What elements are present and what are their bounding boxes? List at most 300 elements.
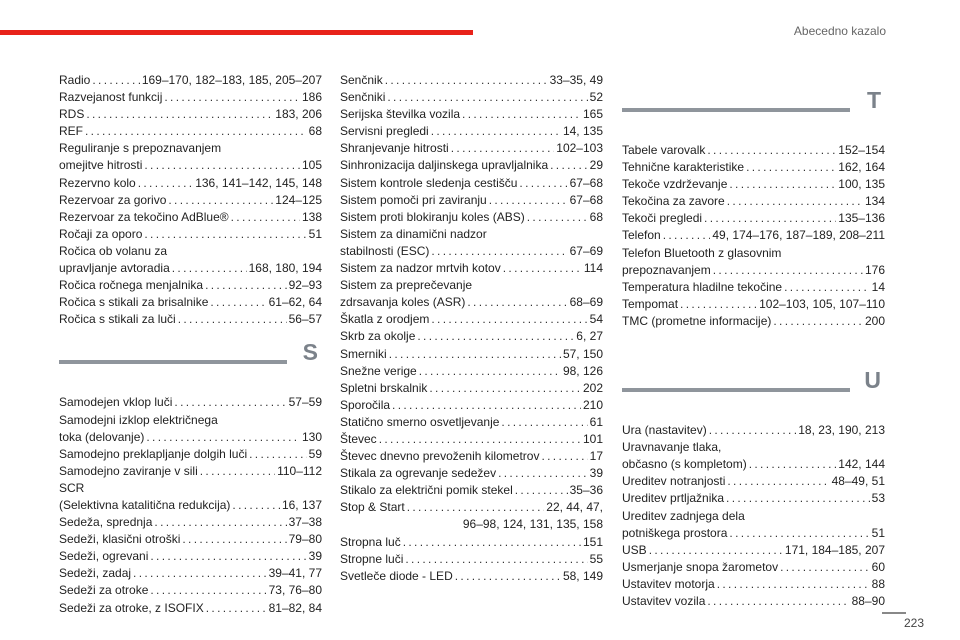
index-entry xyxy=(59,140,322,174)
index-entry-pages: 17 xyxy=(589,449,603,464)
index-entry-term: Rezervoar za tekočino AdBlue® xyxy=(59,209,229,224)
dot-leader xyxy=(385,72,548,89)
index-entry-term: Stropna luč xyxy=(340,534,401,549)
index-entry-row xyxy=(59,394,322,411)
index-entry-row xyxy=(340,311,603,328)
dot-leader xyxy=(431,123,561,140)
dot-leader xyxy=(182,531,286,548)
index-entry-term: Spletni brskalnik xyxy=(340,380,428,395)
dot-leader xyxy=(150,548,306,565)
index-entry-term: Stropne luči xyxy=(340,551,404,566)
index-entry-row xyxy=(340,346,603,363)
index-entry xyxy=(340,192,603,209)
index-entry-term: Ročica s stikali za brisalnike xyxy=(59,295,209,310)
index-entry-term: Sedeži, zadaj xyxy=(59,566,132,581)
index-entry-term: Tekoče vzdrževanje xyxy=(622,177,728,192)
index-entry-term: Škatla z orodjem xyxy=(340,312,430,327)
index-entry-row xyxy=(622,559,885,576)
index-entry-pages: 130 xyxy=(301,429,322,444)
index-entry-pages: 73, 76–80 xyxy=(268,583,322,598)
index-entry-row xyxy=(622,142,885,159)
index-entry-row xyxy=(622,525,885,542)
index-entry-row xyxy=(622,542,885,559)
dot-leader xyxy=(431,311,587,328)
index-entry-row xyxy=(622,159,885,176)
index-entry-row xyxy=(59,123,322,140)
index-entry-row xyxy=(340,260,603,277)
index-entry xyxy=(59,531,322,548)
index-entry-pages: 67–68 xyxy=(569,192,603,207)
index-column-3 xyxy=(622,76,885,610)
index-entry-row xyxy=(59,429,322,446)
dot-leader xyxy=(231,209,300,226)
index-entry-row xyxy=(340,380,603,397)
dot-leader xyxy=(550,157,588,174)
index-entry xyxy=(340,72,603,89)
dot-leader xyxy=(729,176,836,193)
index-entry xyxy=(340,175,603,192)
index-entry-term: stabilnosti (ESC) xyxy=(340,243,430,258)
index-entry-pages: 59 xyxy=(308,446,322,461)
index-entry-pages: 79–80 xyxy=(288,532,322,547)
index-entry-row xyxy=(340,363,603,380)
index-entry xyxy=(59,565,322,582)
index-entry-pages: 14 xyxy=(871,279,885,294)
dot-leader xyxy=(168,192,273,209)
index-entry-pages: 186 xyxy=(301,90,322,105)
index-entry xyxy=(622,176,885,193)
index-entry-heading: SCR xyxy=(59,480,85,495)
dot-leader xyxy=(489,192,568,209)
index-entry xyxy=(340,414,603,431)
dot-leader xyxy=(727,193,863,210)
page-header-title: Abecedno kazalo xyxy=(793,24,886,38)
index-entry-term: Sedeži za otroke, z ISOFIX xyxy=(59,600,204,615)
index-entry-term: Serijska številka vozila xyxy=(340,107,461,122)
index-entry-term: Samodejno zaviranje v sili xyxy=(59,463,198,478)
page-number: 223 xyxy=(903,616,924,630)
index-entry-row xyxy=(622,490,885,507)
index-entry-row xyxy=(59,548,322,565)
index-entry-row xyxy=(59,514,322,531)
dot-leader xyxy=(206,600,267,617)
index-entry-row xyxy=(340,568,603,585)
index-entry-row xyxy=(340,175,603,192)
index-entry-term: Tekoči pregledi xyxy=(622,211,703,226)
section-divider xyxy=(59,360,287,364)
dot-leader xyxy=(403,534,581,551)
index-entry-pages: 68 xyxy=(589,209,603,224)
index-entry xyxy=(59,480,322,514)
index-entry-term: potniškega prostora xyxy=(622,525,728,540)
index-entry-pages: 202 xyxy=(582,380,603,395)
index-entry xyxy=(622,439,885,473)
index-entry-row xyxy=(340,123,603,140)
index-entry xyxy=(340,106,603,123)
dot-leader xyxy=(729,525,869,542)
index-entry xyxy=(59,123,322,140)
dot-leader xyxy=(232,497,280,514)
index-entry-row xyxy=(340,414,603,431)
index-entry-term: Snežne verige xyxy=(340,363,417,378)
index-entry-term: zdrsavanja koles (ASR) xyxy=(340,295,466,310)
index-entry xyxy=(59,72,322,89)
index-entry-term: Ročica s stikali za luči xyxy=(59,312,176,327)
index-entry-pages: 210 xyxy=(582,397,603,412)
index-entry-pages: 96–98, 124, 131, 135, 158 xyxy=(462,517,603,532)
dot-leader xyxy=(249,446,307,463)
dot-leader xyxy=(172,260,247,277)
index-entry-pages: 39 xyxy=(308,549,322,564)
index-entry-pages: 165 xyxy=(582,107,603,122)
dot-leader xyxy=(773,313,863,330)
index-entry-pages: 124–125 xyxy=(275,192,322,207)
index-entry-term: Smerniki xyxy=(340,346,387,361)
dot-leader xyxy=(746,159,836,176)
index-entry xyxy=(59,548,322,565)
dot-leader xyxy=(501,414,587,431)
index-entry-row xyxy=(340,243,603,260)
index-entry xyxy=(340,328,603,345)
section-header-u xyxy=(622,367,885,414)
index-entry-pages: 61–62, 64 xyxy=(268,295,322,310)
dot-leader xyxy=(154,514,286,531)
index-entry-row xyxy=(59,157,322,174)
index-entry-pages: 134 xyxy=(864,194,885,209)
section-letter: U xyxy=(864,367,881,394)
index-entry xyxy=(622,159,885,176)
index-entry xyxy=(622,559,885,576)
index-entry-term: Števec dnevno prevoženih kilometrov xyxy=(340,449,540,464)
index-entry xyxy=(340,380,603,397)
index-entry-pages: 136, 141–142, 145, 148 xyxy=(195,175,322,190)
index-entry-pages: 37–38 xyxy=(288,515,322,530)
dot-leader xyxy=(205,277,287,294)
index-entry-pages: 101 xyxy=(582,431,603,446)
index-entry xyxy=(340,140,603,157)
dot-leader xyxy=(527,209,588,226)
index-entry xyxy=(340,568,603,585)
dot-leader xyxy=(462,106,581,123)
index-entry-term: REF xyxy=(59,124,83,139)
index-entry-row xyxy=(622,176,885,193)
dot-leader xyxy=(515,482,568,499)
index-entry xyxy=(340,311,603,328)
index-entry-pages: 100, 135 xyxy=(838,177,885,192)
dot-leader xyxy=(727,473,829,490)
dot-leader xyxy=(713,262,863,279)
index-entry-row xyxy=(59,226,322,243)
dot-leader xyxy=(392,397,581,414)
index-entry-row xyxy=(59,277,322,294)
index-column-2 xyxy=(340,72,603,585)
index-entry-pages: 52 xyxy=(589,90,603,105)
index-entry-term: Ureditev prtljažnika xyxy=(622,491,725,506)
index-entry-term: Skrb za okolje xyxy=(340,329,416,344)
index-entry-row xyxy=(59,497,322,514)
index-entry-term: Sporočila xyxy=(340,397,391,412)
index-entry-pages: 102–103 xyxy=(556,141,603,156)
index-entry xyxy=(622,279,885,296)
index-entry-term: Sistem kontrole sledenja cestišču xyxy=(340,175,518,190)
index-entry-row xyxy=(59,446,322,463)
index-entry-row xyxy=(622,593,885,610)
dot-leader xyxy=(541,448,587,465)
index-entry-row xyxy=(340,448,603,465)
index-entry-pages: 200 xyxy=(864,313,885,328)
index-entry-pages: 48–49, 51 xyxy=(831,474,885,489)
index-entry-row xyxy=(622,210,885,227)
index-entry-row xyxy=(622,296,885,313)
index-entry xyxy=(59,243,322,277)
dot-leader xyxy=(717,576,870,593)
index-entry-term: Temperatura hladilne tekočine xyxy=(622,279,783,294)
index-entry xyxy=(340,534,603,551)
index-entry-row xyxy=(340,397,603,414)
index-entry xyxy=(622,142,885,159)
index-column-1 xyxy=(59,72,322,617)
index-entry-term: Razvejanost funkcij xyxy=(59,90,163,105)
index-entry-row xyxy=(59,294,322,311)
index-entry-pages: 81–82, 84 xyxy=(268,600,322,615)
index-entry xyxy=(340,89,603,106)
dot-leader xyxy=(379,431,581,448)
index-entry-row xyxy=(340,106,603,123)
index-entry xyxy=(622,576,885,593)
index-entry-row xyxy=(340,431,603,448)
index-entry xyxy=(59,192,322,209)
index-entry-pages: 110–112 xyxy=(277,463,322,478)
index-entry xyxy=(340,465,603,482)
index-entry-row xyxy=(622,313,885,330)
index-entry xyxy=(340,482,603,499)
index-entry-pages: 49, 174–176, 187–189, 208–211 xyxy=(712,228,885,243)
index-entry-term: USB xyxy=(622,542,647,557)
dot-leader xyxy=(144,226,306,243)
index-entry-row xyxy=(59,582,322,599)
index-entry-pages: 39 xyxy=(589,466,603,481)
index-entry-pages: 169–170, 182–183, 185, 205–207 xyxy=(141,73,322,87)
index-entry xyxy=(340,277,603,311)
index-entry-heading: Ročica ob volanu za xyxy=(59,243,168,258)
index-entry-row xyxy=(59,565,322,582)
index-entry xyxy=(622,210,885,227)
index-entry-term: Števec xyxy=(340,431,377,446)
index-entry-term: Sistem za nadzor mrtvih kotov xyxy=(340,261,501,276)
index-entry-pages: 168, 180, 194 xyxy=(248,261,322,276)
index-entry-pages: 29 xyxy=(589,158,603,173)
index-entry-heading: Telefon Bluetooth z glasovnim xyxy=(622,245,782,260)
dot-leader xyxy=(407,499,545,516)
index-entry xyxy=(340,123,603,140)
index-entry-pages: 171, 184–185, 207 xyxy=(784,542,885,557)
index-entry xyxy=(59,209,322,226)
section-header-t xyxy=(622,87,885,134)
dot-leader xyxy=(726,490,870,507)
section-spacer xyxy=(622,330,885,356)
index-entry-pages: 55 xyxy=(589,551,603,566)
index-entry-row xyxy=(622,456,885,473)
index-entry-pages: 135–136 xyxy=(838,211,885,226)
dot-leader xyxy=(174,394,286,411)
index-entry-row xyxy=(622,473,885,490)
index-entry xyxy=(59,106,322,123)
index-entry-term: Sedeži, ogrevani xyxy=(59,549,149,564)
index-entry-row xyxy=(59,260,322,277)
index-entry-pages: 88–90 xyxy=(851,593,885,608)
index-entry xyxy=(340,226,603,260)
index-entry-heading: Ureditev zadnjega dela xyxy=(622,508,745,523)
index-entry-row xyxy=(340,551,603,568)
index-entry-term: Tekočina za zavore xyxy=(622,194,725,209)
index-entry-term: Samodejno preklapljanje dolgih luči xyxy=(59,446,248,461)
index-entry-row xyxy=(59,600,322,617)
index-entry-term: Radio xyxy=(59,73,91,87)
index-entry xyxy=(622,227,885,244)
index-entry-term: Statično smerno osvetljevanje xyxy=(340,414,500,429)
dot-leader xyxy=(389,346,561,363)
index-entry xyxy=(340,448,603,465)
index-entry-row xyxy=(59,463,322,480)
index-entry-row xyxy=(340,482,603,499)
index-entry-term: omejitve hitrosti xyxy=(59,158,143,173)
index-entry-term: Rezervno kolo xyxy=(59,175,136,190)
dot-leader xyxy=(680,296,757,313)
index-entry-term: RDS xyxy=(59,107,85,122)
index-entry-term: Samodejen vklop luči xyxy=(59,395,173,410)
header-accent-bar xyxy=(0,30,473,35)
index-entry-term: Stikala za ogrevanje sedežev xyxy=(340,466,497,481)
index-entry-term: Servisni pregledi xyxy=(340,124,429,139)
index-entry xyxy=(622,473,885,490)
index-entry-pages: 33–35, 49 xyxy=(549,73,603,87)
index-entry xyxy=(622,422,885,439)
index-entry xyxy=(59,412,322,446)
index-entry-pages: 57–59 xyxy=(288,395,322,410)
index-entry-pages-continued xyxy=(340,516,603,533)
index-entry-term: Senčniki xyxy=(340,90,386,105)
dot-leader xyxy=(150,582,266,599)
index-entry xyxy=(59,514,322,531)
index-entry xyxy=(59,600,322,617)
index-entry-row xyxy=(622,227,885,244)
index-entry-pages: 22, 44, 47, xyxy=(546,500,603,515)
dot-leader xyxy=(419,363,561,380)
index-entry-term: Tempomat xyxy=(622,296,679,311)
index-entry-row xyxy=(59,72,322,89)
index-entry-heading: Sistem za dinamični nadzor xyxy=(340,226,487,241)
index-entry-term: Ura (nastavitev) xyxy=(622,423,707,438)
index-entry-term: Rezervoar za gorivo xyxy=(59,192,167,207)
index-entry-row xyxy=(59,89,322,106)
index-entry-pages: 60 xyxy=(871,559,885,574)
index-entry-pages: 98, 126 xyxy=(562,363,603,378)
index-entry-pages: 14, 135 xyxy=(562,124,603,139)
index-entry-pages: 67–69 xyxy=(569,243,603,258)
index-entry-pages: 88 xyxy=(871,576,885,591)
dot-leader xyxy=(519,175,567,192)
dot-leader xyxy=(784,279,870,296)
index-entry-pages: 35–36 xyxy=(569,483,603,498)
index-entry-pages: 67–68 xyxy=(569,175,603,190)
dot-leader xyxy=(749,456,837,473)
index-entry xyxy=(340,346,603,363)
index-entry-term: Ustavitev motorja xyxy=(622,576,715,591)
dot-leader xyxy=(200,463,275,480)
index-entry xyxy=(59,277,322,294)
index-entry-pages: 162, 164 xyxy=(838,160,885,175)
index-entry xyxy=(59,89,322,106)
index-entry xyxy=(622,593,885,610)
dot-leader xyxy=(92,72,139,89)
index-entry-term: toka (delovanje) xyxy=(59,429,145,444)
index-entry-term: Stop & Start xyxy=(340,500,405,515)
index-entry xyxy=(59,294,322,311)
dot-leader xyxy=(86,106,273,123)
index-entry-pages: 53 xyxy=(871,491,885,506)
index-entry-pages: 114 xyxy=(583,261,603,276)
index-entry xyxy=(59,582,322,599)
index-entry-term: Usmerjanje snopa žarometov xyxy=(622,559,779,574)
dot-leader xyxy=(144,157,300,174)
index-entry-row xyxy=(622,262,885,279)
index-entry xyxy=(622,508,885,542)
index-entry-pages: 176 xyxy=(864,262,885,277)
index-entry-term: Sedeža, sprednja xyxy=(59,515,153,530)
index-entry-pages: 138 xyxy=(301,209,322,224)
index-entry-pages: 61 xyxy=(589,414,603,429)
index-entry-pages: 16, 137 xyxy=(281,497,322,512)
index-entry-pages: 18, 23, 190, 213 xyxy=(798,423,885,438)
index-entry-term: Ureditev notranjosti xyxy=(622,474,726,489)
section-divider xyxy=(622,108,850,112)
page-number-divider xyxy=(882,612,906,614)
index-entry-row xyxy=(59,209,322,226)
dot-leader xyxy=(133,565,267,582)
index-entry-pages: 183, 206 xyxy=(275,107,322,122)
section-letter: S xyxy=(302,339,318,366)
index-entry-row xyxy=(340,328,603,345)
index-entry-row xyxy=(59,311,322,328)
index-entry-term: Stikalo za električni pomik stekel xyxy=(340,483,513,498)
index-entry-pages: 39–41, 77 xyxy=(268,566,322,581)
index-entry-pages: 6, 27 xyxy=(576,329,603,344)
index-entry-pages: 92–93 xyxy=(288,278,322,293)
index-entry xyxy=(59,175,322,192)
index-entry-heading: Reguliranje s prepoznavanjem xyxy=(59,141,222,156)
index-entry-term: Sedeži za otroke xyxy=(59,583,149,598)
index-entry-term: Ročaji za oporo xyxy=(59,226,143,241)
dot-leader xyxy=(164,89,300,106)
index-entry-heading: Sistem za preprečevanje xyxy=(340,278,473,293)
index-entry xyxy=(59,394,322,411)
index-entry xyxy=(340,260,603,277)
index-entry-term: Shranjevanje hitrosti xyxy=(340,141,449,156)
dot-leader xyxy=(704,210,836,227)
index-entry xyxy=(340,551,603,568)
index-entry-pages: 54 xyxy=(589,312,603,327)
index-entry-row xyxy=(622,576,885,593)
index-entry-pages: 56–57 xyxy=(288,312,322,327)
index-entry-heading: Samodejni izklop električnega xyxy=(59,412,218,427)
index-entry-pages: 68 xyxy=(308,124,322,139)
dot-leader xyxy=(405,551,587,568)
index-entry-pages: 51 xyxy=(871,525,885,540)
dot-leader xyxy=(451,140,555,157)
index-entry-row xyxy=(59,106,322,123)
index-entry-pages: 57, 150 xyxy=(562,346,603,361)
dot-leader xyxy=(387,89,587,106)
